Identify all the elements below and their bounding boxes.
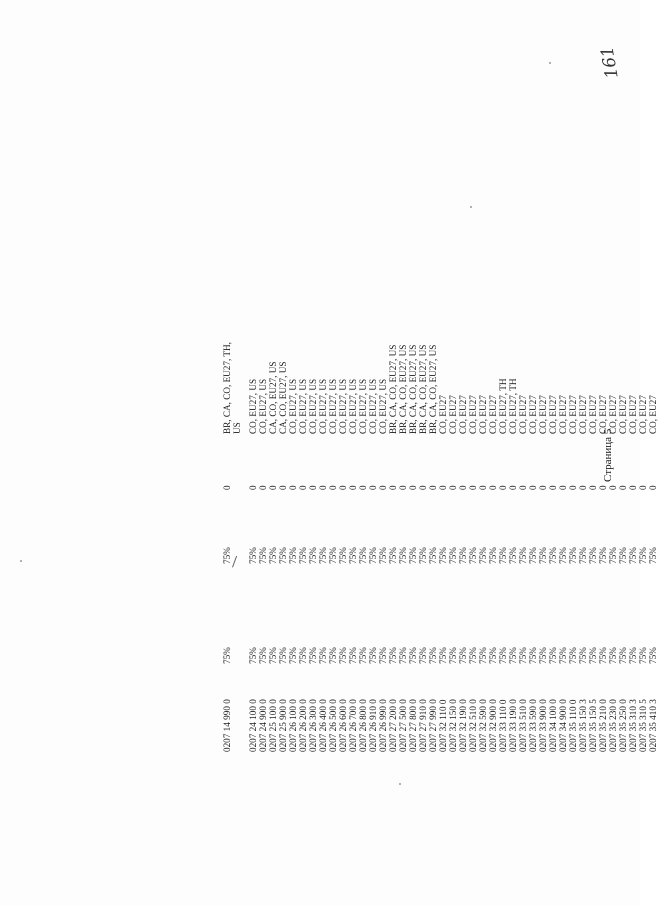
row-countries: CO, EU27: [438, 395, 448, 434]
row-rate-applied: 75%: [458, 547, 468, 564]
row-value: 0: [418, 485, 428, 490]
row-rate-base: 75%: [222, 647, 232, 664]
row-rate-applied: 75%: [568, 547, 578, 564]
table-row: [598, 282, 608, 752]
row-value: 0: [468, 485, 478, 490]
row-value: 0: [278, 485, 288, 490]
row-value: 0: [298, 485, 308, 490]
row-rate-applied: 75%: [598, 547, 608, 564]
row-rate-base: 75%: [408, 647, 418, 664]
row-rate-applied: 75%: [528, 547, 538, 564]
table-row: [368, 282, 378, 752]
row-rate-base: 75%: [578, 647, 588, 664]
table-row: [538, 282, 548, 752]
row-value: 0: [348, 485, 358, 490]
row-rate-base: 75%: [298, 647, 308, 664]
page-number-label: Страница 5: [602, 428, 614, 482]
row-code: 0207 25 100 0: [268, 699, 278, 752]
row-countries: CO, EU27, US: [318, 378, 328, 434]
scan-speck: [470, 206, 472, 208]
row-countries: CO, EU27: [588, 395, 598, 434]
row-value: 0: [248, 485, 258, 490]
row-rate-base: 75%: [388, 647, 398, 664]
row-code: 0207 32 900 0: [488, 699, 498, 752]
row-rate-base: 75%: [538, 647, 548, 664]
row-value: 0: [378, 485, 388, 490]
row-countries: CO, EU27, US: [308, 378, 318, 434]
row-countries: CO, EU27: [618, 395, 628, 434]
row-countries: CO, EU27: [528, 395, 538, 434]
table-row: [518, 282, 528, 752]
row-countries: BR, CA, CO, EU27, US: [398, 344, 408, 434]
row-rate-applied: 75%: [268, 547, 278, 564]
table-row: [618, 282, 628, 752]
row-code: 0207 33 110 0: [498, 699, 508, 752]
row-code: 0207 32 190 0: [458, 699, 468, 752]
row-code: 0207 27 800 0: [408, 699, 418, 752]
row-rate-base: 75%: [288, 647, 298, 664]
row-rate-applied: 75%: [258, 547, 268, 564]
row-rate-base: 75%: [478, 647, 488, 664]
row-rate-applied: 75%: [388, 547, 398, 564]
table-row: [568, 282, 578, 752]
row-code: 0207 26 700 0: [348, 699, 358, 752]
row-countries: BR, CA, CO, EU27, US: [408, 344, 418, 434]
table-row: [638, 282, 648, 752]
table-row: [558, 282, 568, 752]
row-rate-base: 75%: [318, 647, 328, 664]
row-rate-applied: 75%: [298, 547, 308, 564]
row-rate-base: 75%: [618, 647, 628, 664]
row-code: 0207 26 600 0: [338, 699, 348, 752]
row-countries: CO, EU27, US: [328, 378, 338, 434]
row-value: 0: [608, 485, 618, 490]
scan-speck: [20, 560, 22, 562]
table-row: [288, 282, 298, 752]
row-value: 0: [398, 485, 408, 490]
table-row: [468, 282, 478, 752]
row-countries: CO, EU27, US: [338, 378, 348, 434]
row-rate-applied: 75%: [628, 547, 638, 564]
row-countries: CO, EU27, US: [378, 378, 388, 434]
row-rate-applied: 75%: [608, 547, 618, 564]
table-row: [578, 282, 588, 752]
row-rate-applied: 75%: [648, 547, 658, 564]
row-value: 0: [508, 485, 518, 490]
row-code: 0207 24 100 0: [248, 699, 258, 752]
row-rate-base: 75%: [488, 647, 498, 664]
row-countries: CO, EU27, US: [298, 378, 308, 434]
row-rate-base: 75%: [498, 647, 508, 664]
table-row: [628, 282, 638, 752]
row-code: 0207 35 310 3: [628, 699, 638, 752]
row-rate-base: 75%: [418, 647, 428, 664]
row-code: 0207 26 800 0: [358, 699, 368, 752]
row-code: 0207 26 300 0: [308, 699, 318, 752]
row-code: 0207 27 990 0: [428, 699, 438, 752]
table-row: [268, 282, 278, 752]
row-countries: CO, EU27: [478, 395, 488, 434]
row-rate-base: 75%: [358, 647, 368, 664]
table-row: [428, 282, 438, 752]
row-value: 0: [428, 485, 438, 490]
row-rate-base: 75%: [338, 647, 348, 664]
table-row: [308, 282, 318, 752]
row-countries: CO, EU27: [578, 395, 588, 434]
row-value: 0: [328, 485, 338, 490]
row-code: 0207 35 110 0: [568, 699, 578, 752]
row-code: 0207 26 400 0: [318, 699, 328, 752]
row-value: 0: [548, 485, 558, 490]
row-code: 0207 35 230 0: [608, 699, 618, 752]
row-rate-applied: 75%: [468, 547, 478, 564]
row-rate-base: 75%: [368, 647, 378, 664]
row-code: 0207 35 310 5: [638, 699, 648, 752]
row-countries: CO, EU27: [538, 395, 548, 434]
row-code: 0207 27 910 0: [418, 699, 428, 752]
row-value: 0: [338, 485, 348, 490]
row-code: 0207 26 200 0: [298, 699, 308, 752]
row-countries: CO, EU27, US: [248, 378, 258, 434]
row-rate-applied: 75%: [318, 547, 328, 564]
row-countries: CO, EU27: [648, 395, 658, 434]
row-code: 0207 26 990 0: [378, 699, 388, 752]
row-countries: US: [232, 422, 242, 434]
row-code: 0207 33 510 0: [518, 699, 528, 752]
row-rate-applied: 75%: [428, 547, 438, 564]
row-rate-base: 75%: [248, 647, 258, 664]
row-value: 0: [478, 485, 488, 490]
table-row: [488, 282, 498, 752]
row-rate-base: 75%: [468, 647, 478, 664]
row-countries: CA, CO, EU27, US: [278, 361, 288, 434]
row-rate-applied: 75%: [222, 547, 232, 564]
row-rate-base: 75%: [558, 647, 568, 664]
table-row: [548, 282, 558, 752]
row-rate-base: 75%: [328, 647, 338, 664]
row-rate-applied: 75%: [578, 547, 588, 564]
row-rate-base: 75%: [348, 647, 358, 664]
row-rate-base: 75%: [568, 647, 578, 664]
table-row: [318, 282, 328, 752]
row-rate-applied: 75%: [348, 547, 358, 564]
row-countries: CO, EU27: [628, 395, 638, 434]
row-countries: CA, CO, EU27, US: [268, 361, 278, 434]
row-code: 0207 35 410 3: [648, 699, 658, 752]
row-code: 0207 27 200 0: [388, 699, 398, 752]
row-countries: CO, EU27: [448, 395, 458, 434]
row-code: 0207 27 500 0: [398, 699, 408, 752]
row-value: 0: [618, 485, 628, 490]
row-countries: CO, EU27, TH: [508, 378, 518, 434]
row-rate-base: 75%: [428, 647, 438, 664]
row-value: 0: [648, 485, 658, 490]
row-value: 0: [388, 485, 398, 490]
scan-speck: [549, 62, 551, 64]
row-rate-applied: 75%: [248, 547, 258, 564]
row-countries: CO, EU27, US: [358, 378, 368, 434]
table-row: [398, 282, 408, 752]
row-code: 0207 25 900 0: [278, 699, 288, 752]
row-countries: BR, CA, CO, EU27, US: [388, 344, 398, 434]
row-value: 0: [638, 485, 648, 490]
row-countries: CO, EU27, US: [288, 378, 298, 434]
row-code: 0207 24 900 0: [258, 699, 268, 752]
row-countries: CO, EU27, US: [258, 378, 268, 434]
row-rate-base: 75%: [458, 647, 468, 664]
row-countries: CO, EU27: [638, 395, 648, 434]
row-rate-applied: 75%: [508, 547, 518, 564]
row-code: 0207 34 100 0: [548, 699, 558, 752]
row-rate-base: 75%: [598, 647, 608, 664]
row-rate-applied: 75%: [538, 547, 548, 564]
table-row: [588, 282, 598, 752]
row-rate-applied: 75%: [548, 547, 558, 564]
row-rate-base: 75%: [448, 647, 458, 664]
row-countries: CO, EU27: [548, 395, 558, 434]
row-rate-applied: 75%: [418, 547, 428, 564]
table-row: [648, 282, 658, 752]
row-code: 0207 34 900 0: [558, 699, 568, 752]
table-row: [378, 282, 388, 752]
table-row: [222, 282, 232, 752]
row-value: 0: [558, 485, 568, 490]
table-row: [438, 282, 448, 752]
row-countries: CO, EU27: [608, 395, 618, 434]
row-rate-applied: 75%: [288, 547, 298, 564]
row-code: 0207 35 250 0: [618, 699, 628, 752]
row-value: 0: [568, 485, 578, 490]
row-countries: BR, CA, CO, EU27, TH,: [222, 342, 232, 434]
row-rate-applied: 75%: [588, 547, 598, 564]
table-row: [408, 282, 418, 752]
row-countries: CO, EU27, TH: [498, 378, 508, 434]
row-code: 0207 32 150 0: [448, 699, 458, 752]
row-code: 0207 32 510 0: [468, 699, 478, 752]
row-countries: BR, CA, CO, EU27, US: [428, 344, 438, 434]
row-rate-applied: 75%: [638, 547, 648, 564]
row-rate-base: 75%: [648, 647, 658, 664]
row-value: 0: [368, 485, 378, 490]
row-value: 0: [488, 485, 498, 490]
row-countries: BR, CA, CO, EU27, US: [418, 344, 428, 434]
row-code: 0207 35 210 0: [598, 699, 608, 752]
row-countries: CO, EU27: [458, 395, 468, 434]
row-value: 0: [598, 485, 608, 490]
row-code: 0207 32 590 0: [478, 699, 488, 752]
row-value: 0: [308, 485, 318, 490]
row-rate-applied: 75%: [278, 547, 288, 564]
row-value: 0: [258, 485, 268, 490]
table-row: [278, 282, 288, 752]
row-value: 0: [438, 485, 448, 490]
table-row: [448, 282, 458, 752]
table-row: [458, 282, 468, 752]
row-value: 0: [628, 485, 638, 490]
row-code: 0207 33 590 0: [528, 699, 538, 752]
table-row: [298, 282, 308, 752]
row-code: 0207 35 150 3: [578, 699, 588, 752]
row-value: 0: [268, 485, 278, 490]
row-code: 0207 26 910 0: [368, 699, 378, 752]
row-countries: CO, EU27: [558, 395, 568, 434]
row-code: 0207 33 190 0: [508, 699, 518, 752]
row-rate-applied: 75%: [308, 547, 318, 564]
row-value: 0: [222, 485, 232, 490]
row-rate-applied: 75%: [438, 547, 448, 564]
row-rate-applied: 75%: [558, 547, 568, 564]
row-code: 0207 26 100 0: [288, 699, 298, 752]
scan-speck: [399, 783, 401, 785]
table-row: [248, 282, 258, 752]
row-code: 0207 14 990 0: [222, 699, 232, 752]
table-row: [528, 282, 538, 752]
table-row: [258, 282, 268, 752]
row-rate-applied: 75%: [398, 547, 408, 564]
row-rate-applied: 75%: [408, 547, 418, 564]
row-rate-base: 75%: [438, 647, 448, 664]
row-rate-applied: 75%: [448, 547, 458, 564]
row-code: 0207 26 500 0: [328, 699, 338, 752]
row-rate-base: 75%: [378, 647, 388, 664]
table-row: [608, 282, 618, 752]
table-row: [232, 282, 242, 752]
row-rate-applied: 75%: [328, 547, 338, 564]
row-rate-applied: 75%: [498, 547, 508, 564]
row-code: 0207 32 110 0: [438, 699, 448, 752]
row-code: 0207 35 150 5: [588, 699, 598, 752]
table-row: [348, 282, 358, 752]
row-rate-base: 75%: [308, 647, 318, 664]
row-value: 0: [498, 485, 508, 490]
row-rate-base: 75%: [398, 647, 408, 664]
row-rate-base: 75%: [608, 647, 618, 664]
table-row: [388, 282, 398, 752]
row-rate-base: 75%: [528, 647, 538, 664]
row-value: 0: [318, 485, 328, 490]
handwritten-page-number: 161: [597, 44, 623, 80]
row-rate-base: 75%: [268, 647, 278, 664]
row-value: 0: [408, 485, 418, 490]
row-countries: CO, EU27: [518, 395, 528, 434]
row-value: 0: [528, 485, 538, 490]
row-rate-applied: 75%: [488, 547, 498, 564]
row-rate-base: 75%: [638, 647, 648, 664]
table-row: [498, 282, 508, 752]
row-countries: CO, EU27, US: [368, 378, 378, 434]
row-code: 0207 33 900 0: [538, 699, 548, 752]
table-row: [328, 282, 338, 752]
row-countries: CO, EU27: [468, 395, 478, 434]
row-rate-applied: 75%: [518, 547, 528, 564]
table-row: [338, 282, 348, 752]
row-rate-base: 75%: [278, 647, 288, 664]
row-rate-applied: 75%: [358, 547, 368, 564]
row-rate-applied: 75%: [378, 547, 388, 564]
row-value: 0: [288, 485, 298, 490]
row-value: 0: [588, 485, 598, 490]
table-row: [418, 282, 428, 752]
row-rate-applied: 75%: [478, 547, 488, 564]
row-countries: CO, EU27: [598, 395, 608, 434]
row-value: 0: [448, 485, 458, 490]
row-value: 0: [518, 485, 528, 490]
row-rate-base: 75%: [508, 647, 518, 664]
row-countries: CO, EU27: [568, 395, 578, 434]
row-value: 0: [358, 485, 368, 490]
row-rate-base: 75%: [548, 647, 558, 664]
row-countries: CO, EU27: [488, 395, 498, 434]
row-rate-applied: 75%: [338, 547, 348, 564]
row-rate-base: 75%: [588, 647, 598, 664]
row-value: 0: [458, 485, 468, 490]
row-rate-applied: 75%: [618, 547, 628, 564]
row-value: 0: [538, 485, 548, 490]
row-countries: CO, EU27, US: [348, 378, 358, 434]
table-row: [508, 282, 518, 752]
table-row: [358, 282, 368, 752]
row-value: 0: [578, 485, 588, 490]
row-rate-base: 75%: [258, 647, 268, 664]
row-rate-base: 75%: [518, 647, 528, 664]
row-rate-applied: 75%: [368, 547, 378, 564]
table-row: [478, 282, 488, 752]
row-rate-base: 75%: [628, 647, 638, 664]
